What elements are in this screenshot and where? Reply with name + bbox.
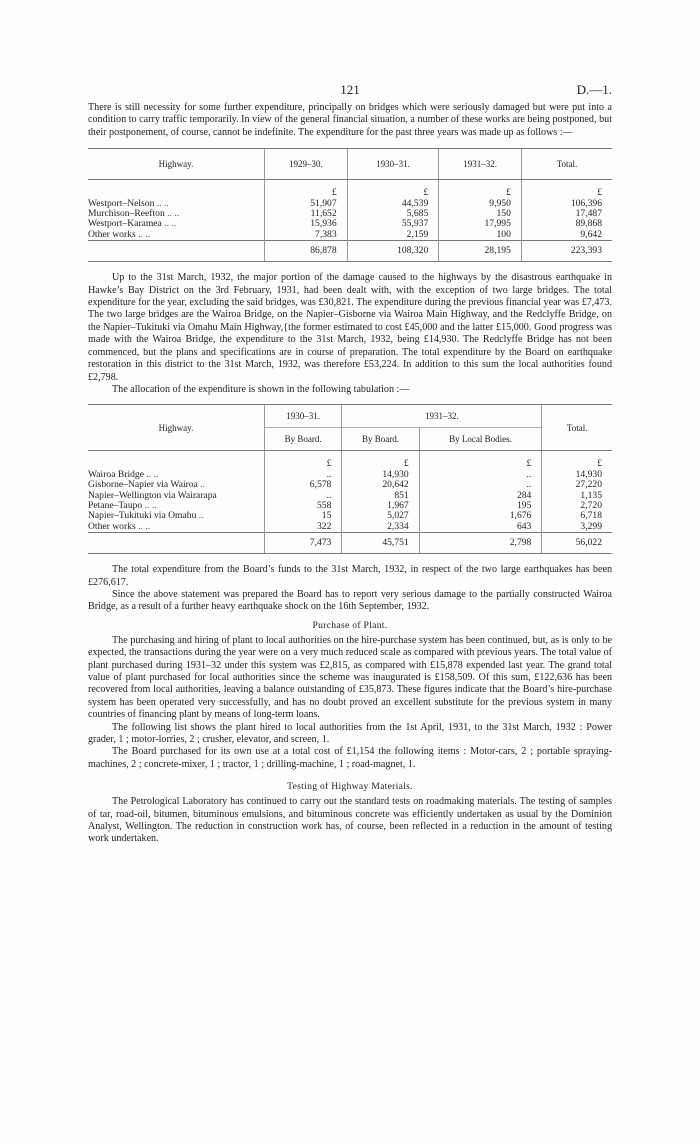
col-total: Total. bbox=[521, 149, 612, 180]
row-label: Westport–Karamea bbox=[88, 218, 162, 230]
cell: 7,383 bbox=[265, 230, 348, 241]
row-label: Petane–Taupo bbox=[88, 499, 143, 511]
row-label: Napier–Wellington via Wairarapa bbox=[88, 489, 217, 501]
col-1930: 1930–31. bbox=[265, 405, 342, 428]
cell: .. bbox=[265, 470, 342, 480]
cell: 9,642 bbox=[521, 230, 612, 241]
cell: 15 bbox=[265, 511, 342, 521]
cell: 851 bbox=[342, 491, 419, 501]
leader-dots: .. .. bbox=[146, 468, 159, 480]
currency-row bbox=[88, 451, 612, 470]
leader-dots: .. bbox=[198, 510, 204, 522]
col-by-board-1930: By Board. bbox=[265, 428, 342, 451]
cell: 150 bbox=[439, 209, 522, 219]
cell: 5,685 bbox=[347, 209, 439, 219]
cell: 20,642 bbox=[342, 480, 419, 490]
cell: 17,995 bbox=[439, 219, 522, 229]
cell: 6,578 bbox=[265, 480, 342, 490]
document-page bbox=[88, 82, 612, 846]
currency-row bbox=[88, 180, 612, 199]
row-label: Napier–Tukituki via Omahu bbox=[88, 510, 197, 522]
paragraph-bridges: There is still necessity for some further expenditure, principally on bridges which were seriously damaged but were put into a condition to carry traffic temporarily. In view of the general financial situation, a number of these works are being postponed, but their postponement, of course, cannot be indefinite. The expenditure for the past three years was made up as follows :— bbox=[88, 102, 612, 138]
cell: 11,652 bbox=[265, 209, 348, 219]
row-label: Murchison–Reefton bbox=[88, 208, 165, 220]
cell: 6,718 bbox=[542, 511, 612, 521]
cell: 55,937 bbox=[347, 219, 439, 229]
document-reference: D.—1. bbox=[576, 82, 612, 97]
page-number: 121 bbox=[340, 82, 360, 97]
total-cell: 108,320 bbox=[347, 241, 439, 262]
row-label: Westport–Nelson bbox=[88, 197, 155, 209]
currency-label: £ bbox=[265, 451, 342, 470]
cell: 89,868 bbox=[521, 219, 612, 229]
paragraph-total-expenditure: The total expenditure from the Board’s funds to the 31st March, 1932, in respect of the two large earthquakes has been £276,617. bbox=[88, 564, 612, 588]
cell: 51,907 bbox=[265, 199, 348, 209]
cell: 106,396 bbox=[521, 199, 612, 209]
cell: 27,220 bbox=[542, 480, 612, 490]
table-row bbox=[88, 511, 612, 521]
cell: 2,334 bbox=[342, 522, 419, 533]
cell: 17,487 bbox=[521, 209, 612, 219]
cell: 322 bbox=[265, 522, 342, 533]
total-cell: 7,473 bbox=[265, 533, 342, 554]
paragraph-plant-hired: The following list shows the plant hired to local authorities from the 1st April, 1931, to the 31st March, 1932 : Power grader, 1 ; motor-lorries, 2 ; crusher, elevator, and screen, 1. bbox=[88, 721, 612, 746]
col-1930: 1930–31. bbox=[347, 149, 439, 180]
table-header-row bbox=[88, 405, 612, 428]
total-cell: 56,022 bbox=[542, 533, 612, 554]
allocation-table bbox=[88, 404, 612, 554]
leader-dots: .. .. bbox=[138, 520, 151, 532]
cell: 558 bbox=[265, 501, 342, 511]
cell: 1,676 bbox=[419, 511, 542, 521]
cell: 44,539 bbox=[347, 199, 439, 209]
leader-dots: .. .. bbox=[164, 218, 177, 230]
section-heading-purchase-of-plant: Purchase of Plant. bbox=[312, 619, 388, 631]
expenditure-table bbox=[88, 148, 612, 262]
cell: 195 bbox=[419, 501, 542, 511]
table-row bbox=[88, 491, 612, 501]
leader-dots: .. .. bbox=[156, 197, 169, 209]
cell: 15,936 bbox=[265, 219, 348, 229]
cell: 14,930 bbox=[342, 470, 419, 480]
currency-label: £ bbox=[439, 180, 522, 199]
cell: 100 bbox=[439, 230, 522, 241]
row-label: Gisborne–Napier via Wairoa bbox=[88, 479, 198, 491]
total-cell: 28,195 bbox=[439, 241, 522, 262]
section-heading-testing-materials: Testing of Highway Materials. bbox=[287, 781, 413, 793]
total-cell: 2,798 bbox=[419, 533, 542, 554]
col-highway: Highway. bbox=[88, 405, 265, 451]
currency-label: £ bbox=[265, 180, 348, 199]
leader-dots: .. .. bbox=[144, 499, 157, 511]
row-label: Wairoa Bridge bbox=[88, 468, 144, 480]
total-cell: 223,393 bbox=[521, 241, 612, 262]
table-header-row bbox=[88, 149, 612, 180]
leader-dots: .. .. bbox=[167, 208, 180, 220]
paragraph-allocation: The allocation of the expenditure is shown in the following tabulation :— bbox=[112, 383, 410, 395]
col-1931: 1931–32. bbox=[439, 149, 522, 180]
page-header bbox=[88, 82, 612, 102]
col-1929: 1929–30. bbox=[265, 149, 348, 180]
currency-label: £ bbox=[342, 451, 419, 470]
paragraph-wairoa-damage: Since the above statement was prepared the Board has to report very serious damage to the partially constructed Wairoa Bridge, as a result of a further heavy earthquake shock on the 16th September, 1932. bbox=[88, 588, 612, 613]
cell: 284 bbox=[419, 491, 542, 501]
totals-row bbox=[88, 533, 612, 554]
cell: 3,299 bbox=[542, 522, 612, 533]
table-row bbox=[88, 230, 612, 241]
cell: 1,967 bbox=[342, 501, 419, 511]
col-by-local-bodies: By Local Bodies. bbox=[419, 428, 542, 451]
currency-label: £ bbox=[542, 451, 612, 470]
cell: 5,027 bbox=[342, 511, 419, 521]
row-label: Other works bbox=[88, 520, 136, 532]
currency-label: £ bbox=[419, 451, 542, 470]
paragraph-laboratory: The Petrological Laboratory has continued to carry out the standard tests on roadmaking materials. The testing of samples of tar, road-oil, bitumen, bituminous emulsions, and bituminous concrete was efficiently undertaken as usual by the Dominion Analyst, Wellington. The reduction in construction work has, of course, been reflected in a reduction in the amount of testing work undertaken. bbox=[88, 796, 612, 845]
row-label: Other works bbox=[88, 228, 136, 240]
col-1931: 1931–32. bbox=[342, 405, 542, 428]
cell: 2,159 bbox=[347, 230, 439, 241]
paragraph-board-purchases: The Board purchased for its own use at a total cost of £1,154 the following items : Motor-cars, 2 ; portable spraying-machines, 2 ; concrete-mixer, 1 ; tractor, 1 ; drilling-machine, 1 ; road-magnet, 1. bbox=[88, 746, 612, 770]
currency-label: £ bbox=[347, 180, 439, 199]
total-cell: 45,751 bbox=[342, 533, 419, 554]
leader-dots: .. bbox=[200, 479, 206, 491]
col-highway: Highway. bbox=[88, 149, 265, 180]
cell: 1,135 bbox=[542, 491, 612, 501]
leader-dots: .. .. bbox=[138, 228, 151, 240]
total-cell: 86,878 bbox=[265, 241, 348, 262]
paragraph-hire-purchase: The purchasing and hiring of plant to local authorities on the hire-purchase system has been continued, but, as is only to be expected, the transactions during the year were on a very much reduced scale as compared with previous years. The total value of plant purchased during 1931–32 under this system was £2,815, as compared with £15,878 expended last year. The grand total value of plant purchased for local authorities since the scheme was inaugurated is £158,509. Of this sum, £122,636 has been recovered from local authorities, leaving a balance outstanding of £35,873. These figures indicate that the Board’s hire-purchase system has been operated very successfully, and has no doubt proved an excellent substitute for the previous system in many countries of financing plant by means of long-term loans. bbox=[88, 634, 612, 721]
cell: 643 bbox=[419, 522, 542, 533]
cell: .. bbox=[419, 470, 542, 480]
col-total: Total. bbox=[542, 405, 612, 451]
paragraph-earthquake: Up to the 31st March, 1932, the major portion of the damage caused to the highways by the disastrous earthquake in Hawke’s Bay District on the 3rd February, 1931, had been dealt with, with the exception of two large bridges. The total expenditure for the year, excluding the said bridges, was £30,821. The expenditure during the previous financial year was £7,473. The two large bridges are the Wairoa Bridge, on the Napier–Gisborne via Wairoa Main Highway, and the Redclyffe Bridge, on the Napier–Tukituki via Omahu Main Highway,{the former estimated to cost £45,000 and the latter £15,000. Good progress was made with the Wairoa Bridge, the expenditure to the 31st March, 1932, being £14,930. The Redclyffe Bridge has not been commenced, but the plans and specifications are in course of preparation. The total expenditure by the Board on earthquake restoration in this district to the 31st March, 1932, was therefore £53,224. In addition to this sum the local authorities found £2,798. bbox=[88, 272, 612, 383]
col-by-board-1931: By Board. bbox=[342, 428, 419, 451]
totals-row bbox=[88, 241, 612, 262]
cell: 2,720 bbox=[542, 501, 612, 511]
table-row bbox=[88, 219, 612, 229]
cell: .. bbox=[419, 480, 542, 490]
cell: 9,950 bbox=[439, 199, 522, 209]
cell: 14,930 bbox=[542, 470, 612, 480]
currency-label: £ bbox=[521, 180, 612, 199]
cell: .. bbox=[265, 491, 342, 501]
table-row bbox=[88, 522, 612, 533]
